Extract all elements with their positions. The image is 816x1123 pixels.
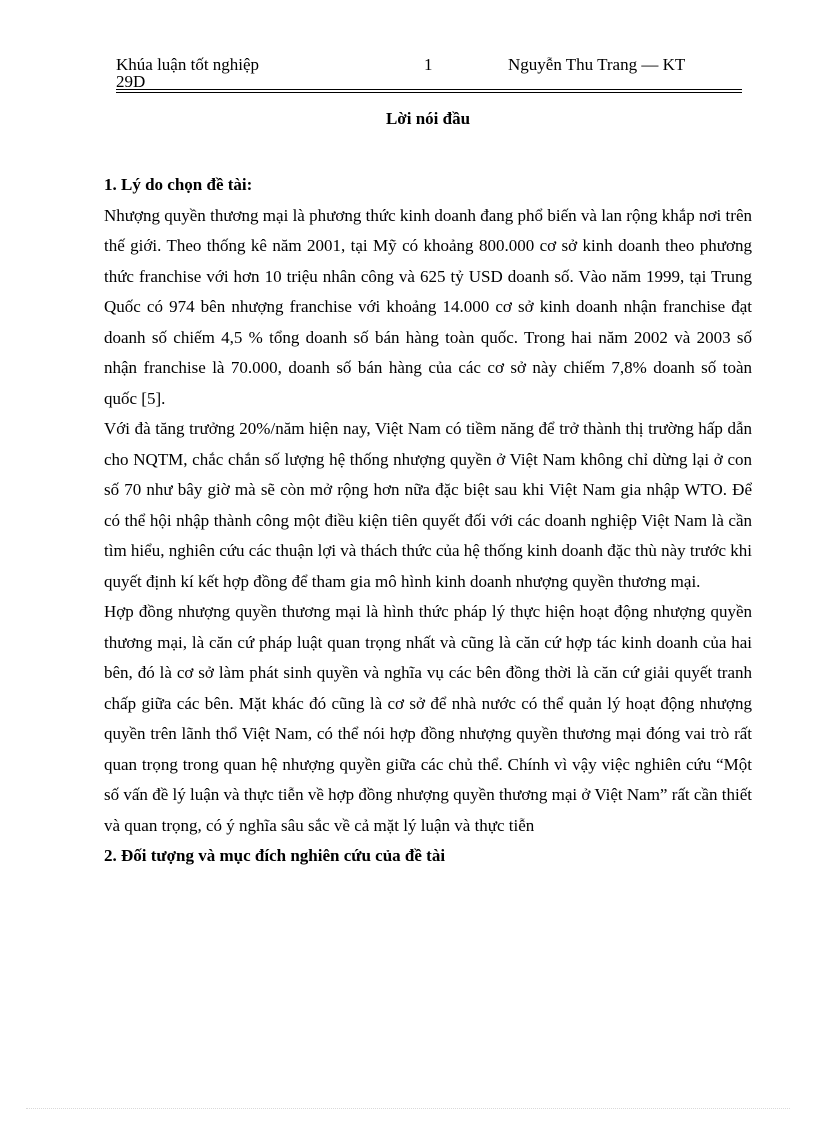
section-heading-2: 2. Đối tượng và mục đích nghiên cứu của đề tài	[104, 846, 446, 865]
header-thesis-line2: 29D	[116, 72, 146, 91]
paragraph-1: Nhượng quyền thương mại là phương thức kinh doanh đang phổ biến và lan rộng khắp nơi trên thế giới. Theo thống kê năm 2001, tại Mỹ có khoảng 800.000 cơ sở kinh doanh theo phương thức franchise với hơn 10 triệu nhân công và 625 tỷ USD doanh số. Vào năm 1999, tại Trung Quốc có 974 bên nhượng franchise với khoảng 14.000 cơ sở kinh doanh nhận franchise đạt doanh số chiếm 4,5 % tổng doanh số bán hàng toàn quốc. Trong hai năm 2002 và 2003 số nhận franchise là 70.000, doanh số bán hàng của các cơ sở này chiếm 7,8% doanh số toàn quốc [5].	[104, 205, 752, 408]
header-page-number: 1	[424, 55, 433, 74]
header-rule-top	[116, 89, 742, 90]
document-body	[104, 170, 752, 872]
page-header	[116, 54, 742, 90]
header-author: Nguyễn Thu Trang — KT	[508, 55, 686, 74]
header-thesis-line1: Khúa luận tốt nghiệp	[116, 55, 260, 74]
header-thesis-label	[116, 56, 316, 90]
page-bottom-border	[26, 1108, 790, 1109]
header-rule-bottom	[116, 92, 742, 93]
paragraph-2: Với đà tăng trưởng 20%/năm hiện nay, Việt Nam có tiềm năng để trở thành thị trường hấp dẫn cho NQTM, chắc chắn số lượng hệ thống nhượng quyền ở Việt Nam không chỉ dừng lại ở con số 70 như bây giờ mà sẽ còn mở rộng hơn nữa đặc biệt sau khi Việt Nam gia nhập WTO. Để có thể hội nhập thành công một điều kiện tiên quyết đối với các doanh nghiệp Việt Nam là cần tìm hiểu, nghiên cứu các thuận lợi và thách thức của hệ thống kinh doanh đặc thù này trước khi quyết định kí kết hợp đồng để tham gia mô hình kinh doanh nhượng quyền thương mại.	[104, 419, 752, 591]
paragraph-3: Hợp đồng nhượng quyền thương mại là hình thức pháp lý thực hiện hoạt động nhượng quyền thương mại, là căn cứ pháp luật quan trọng nhất và cũng là căn cứ hợp tác kinh doanh của hai bên, đó là cơ sở làm phát sinh quyền và nghĩa vụ các bên đồng thời là căn cứ giải quyết tranh chấp giữa các bên. Mặt khác đó cũng là cơ sở để nhà nước có thể quản lý hoạt động nhượng quyền trên lãnh thổ Việt Nam, có thể nói hợp đồng nhượng quyền thương mại đóng vai trò rất quan trọng trong quan hệ nhượng quyền giữa các chủ thể. Chính vì vậy việc nghiên cứu “Một số vấn đề lý luận và thực tiễn về hợp đồng nhượng quyền thương mại ở Việt Nam” rất cần thiết và quan trọng, có ý nghĩa sâu sắc về cả mặt lý luận và thực tiễn	[104, 602, 752, 835]
section-heading-1: 1. Lý do chọn đề tài:	[104, 175, 253, 194]
document-title: Lời nói đầu	[385, 109, 471, 128]
